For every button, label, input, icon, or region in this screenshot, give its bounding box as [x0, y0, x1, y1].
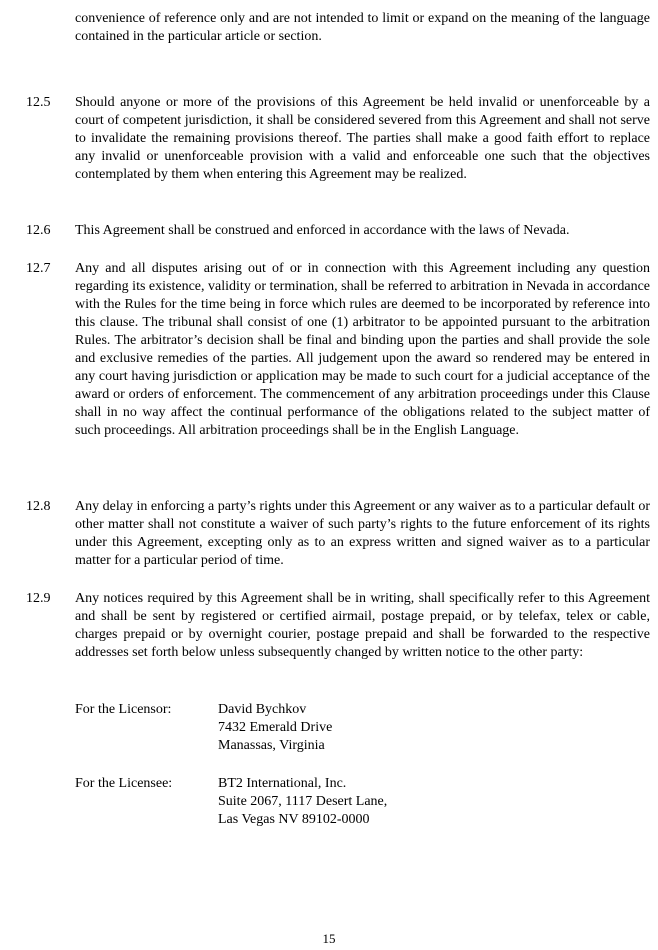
clause-text: Should anyone or more of the provisions of this Agreement be held invalid or unenforceable by a court of competent jurisdiction, it shall be considered severed from this Agreement and shall not serve to invalidate the remaining provisions thereof. The parties shall make a good faith effort to replace any invalid or unenforceable provision with a valid and enforceable one such that the objectives contemplated by them when entering this Agreement may be realized.	[75, 95, 650, 182]
clause-text: Any and all disputes arising out of or in connection with this Agreement including any question regarding its existence, validity or termination, shall be referred to arbitration in Nevada in accordance with the Rules for the time being in force which rules are deemed to be incorporated by reference into this clause. The tribunal shall consist of one (1) arbitrator to be appointed pursuant to the arbitration Rules. The arbitrator’s decision shall be final and binding upon the parties and shall provide the sole and exclusive remedies of the parties. All judgement upon the award so rendered may be entered in any court having jurisdiction or application may be made to such court for a judicial acceptance of the award or orders of enforcement. The commencement of any arbitration proceedings under this Clause shall in no way affect the continual performance of the obligations related to the subject matter of such proceedings. All arbitration proceedings shall be in the English Language.	[75, 261, 650, 438]
address-line: David Bychkov	[218, 702, 307, 717]
clause-number: 12.8	[26, 499, 51, 514]
clause-number: 12.7	[26, 261, 51, 276]
address-line: Las Vegas NV 89102-0000	[218, 812, 370, 827]
clause-number: 12.5	[26, 95, 51, 110]
address-line: Suite 2067, 1117 Desert Lane,	[218, 794, 388, 809]
licensor-label: For the Licensor:	[75, 702, 172, 717]
licensee-label: For the Licensee:	[75, 776, 173, 791]
clause-number: 12.6	[26, 223, 51, 238]
continuation-paragraph: convenience of reference only and are not intended to limit or expand on the meaning of the language contained in the particular article or section.	[75, 11, 650, 44]
licensee-address	[218, 775, 387, 829]
licensor-address	[218, 701, 332, 755]
page-number: 15	[322, 931, 336, 946]
clause-number: 12.9	[26, 591, 51, 606]
address-line: BT2 International, Inc.	[218, 776, 347, 791]
address-line: 7432 Emerald Drive	[218, 720, 333, 735]
address-line: Manassas, Virginia	[218, 738, 325, 753]
clause-text: Any delay in enforcing a party’s rights under this Agreement or any waiver as to a particular default or other matter shall not constitute a waiver of such party’s rights to the future enforcement of its rights under this Agreement, excepting only as to an express written and signed waiver as to a particular matter for a particular period of time.	[75, 499, 650, 568]
clause-text: Any notices required by this Agreement shall be in writing, shall specifically refer to this Agreement and shall be sent by registered or certified airmail, postage prepaid, or by telefax, telex or cable, charges prepaid or by overnight courier, postage prepaid and shall be forwarded to the respective addresses set forth below unless subsequently changed by written notice to the other party:	[75, 591, 650, 660]
clause-text: This Agreement shall be construed and enforced in accordance with the laws of Nevada.	[75, 223, 570, 238]
